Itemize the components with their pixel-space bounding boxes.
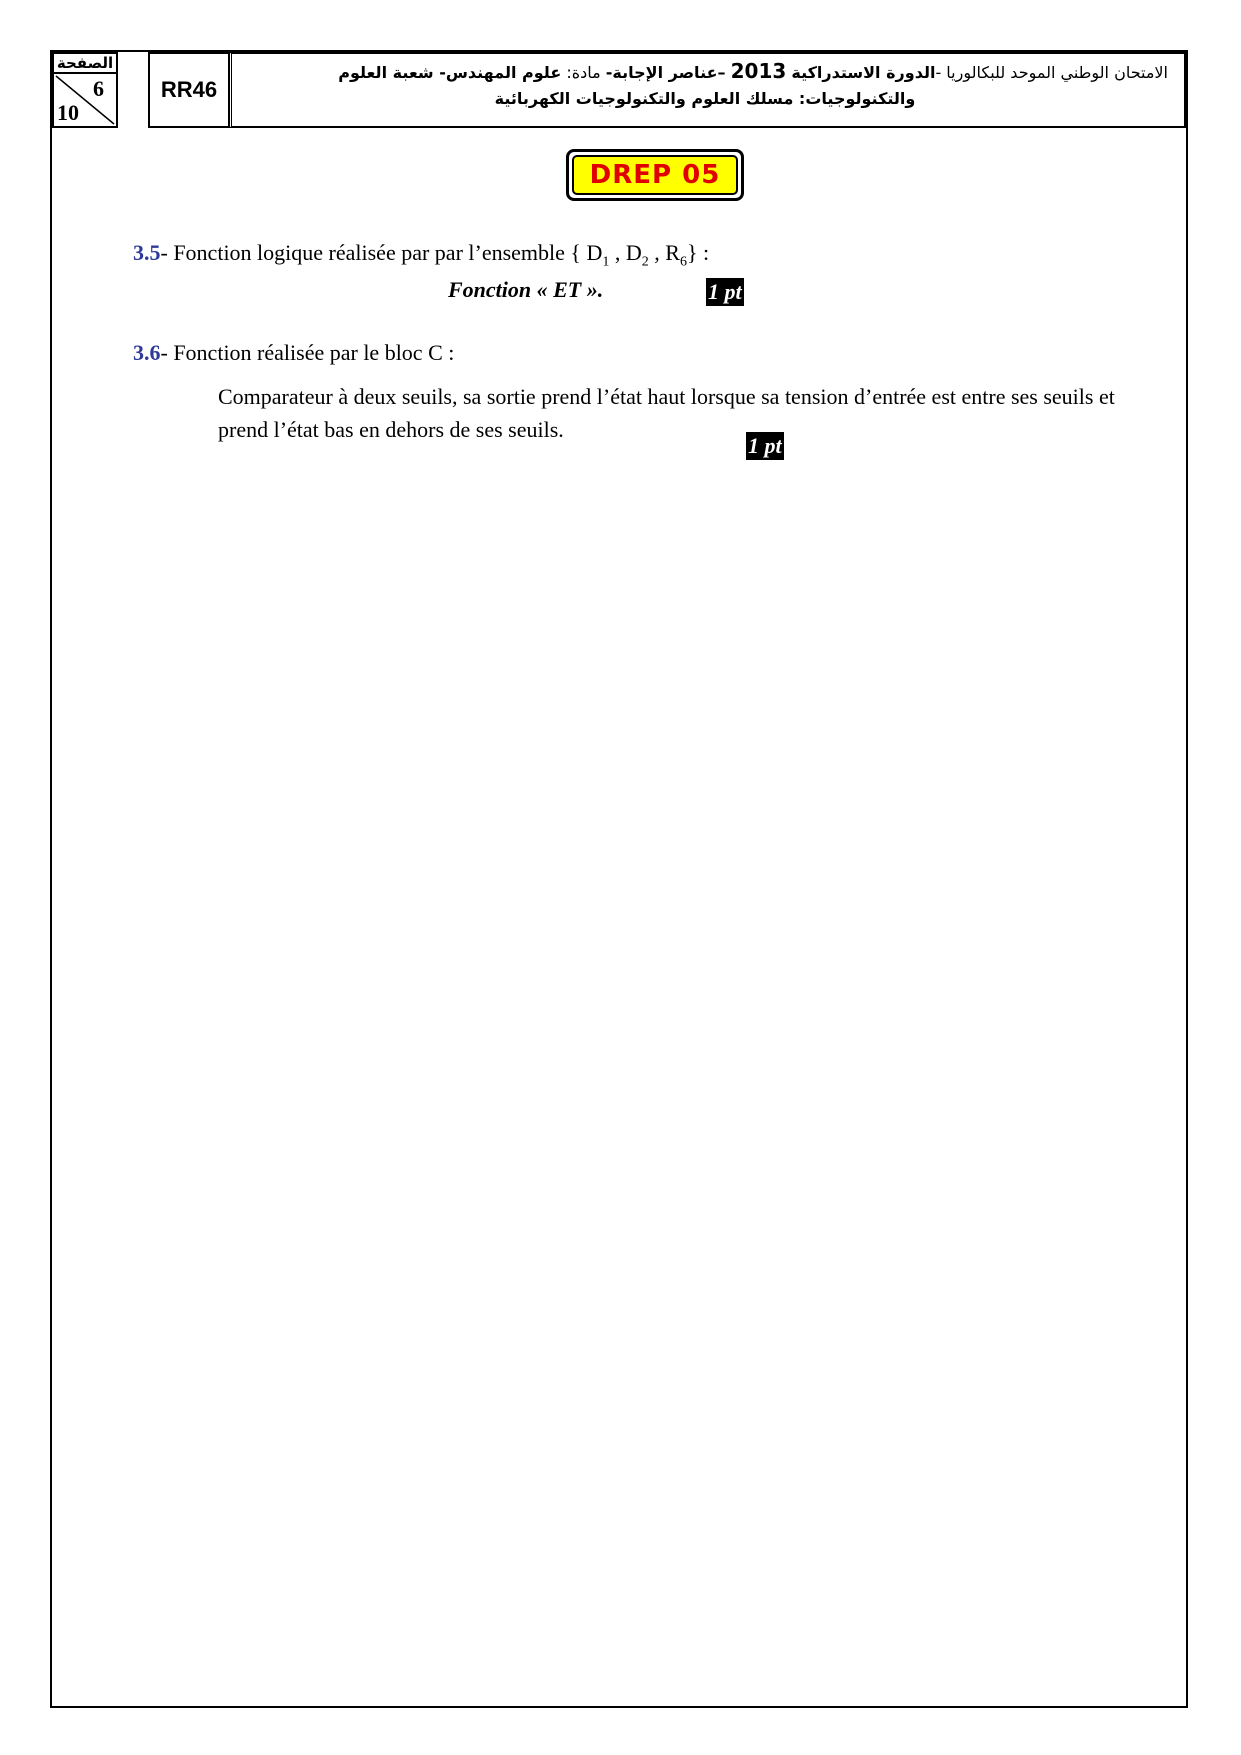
title-subject-label: مادة: [566, 63, 601, 82]
exam-code: RR46 [148, 52, 230, 128]
drep-badge [566, 149, 744, 201]
page-fraction [54, 74, 116, 126]
points-badge-3-5: 1 pt [708, 279, 742, 304]
title-subject: علوم المهندس- شعبة العلوم [338, 63, 562, 82]
question-number: 3.6 [133, 340, 161, 365]
answer-3-6: Comparateur à deux seuils, sa sortie prend l’état haut lorsque sa tension d’entrée est entre ses seuils et prend l’état bas en dehors de ses seuils. [218, 384, 1115, 442]
title-year: 2013 [730, 59, 787, 83]
title-answer-elements: –عناصر الإجابة- [605, 63, 726, 82]
d1-subscript: 1 [602, 254, 610, 270]
question-text-sep1: , D [609, 240, 642, 265]
points-badge-3-6: 1 pt [748, 433, 782, 458]
exam-title [228, 52, 1186, 128]
title-session: الدورة الاستدراكية [791, 63, 936, 82]
page-number: 6 [93, 76, 104, 101]
question-text-sep2: , R [648, 240, 680, 265]
question-3-5 [133, 238, 709, 277]
question-number: 3.5 [133, 240, 161, 265]
question-3-6 [133, 338, 454, 368]
question-text: - Fonction logique réalisée par par l’ensemble { D [160, 240, 603, 265]
page-label: الصفحة [54, 54, 116, 74]
drep-badge-label: DREP 05 [572, 155, 738, 195]
page-frame [50, 50, 1188, 1708]
page-total: 10 [57, 100, 79, 125]
r6-subscript: 6 [679, 254, 687, 270]
page-number-box [52, 52, 118, 128]
question-text: - Fonction réalisée par le bloc C : [160, 340, 455, 365]
d2-subscript: 2 [641, 254, 649, 270]
answer-3-5: Fonction « ET ». [448, 277, 604, 302]
question-text-end: } : [686, 240, 710, 265]
title-line2: والتكنولوجيات: مسلك العلوم والتكنولوجيات الكهربائية [494, 89, 916, 108]
title-part1: الامتحان الوطني الموحد للبكالوريا - [935, 63, 1168, 82]
